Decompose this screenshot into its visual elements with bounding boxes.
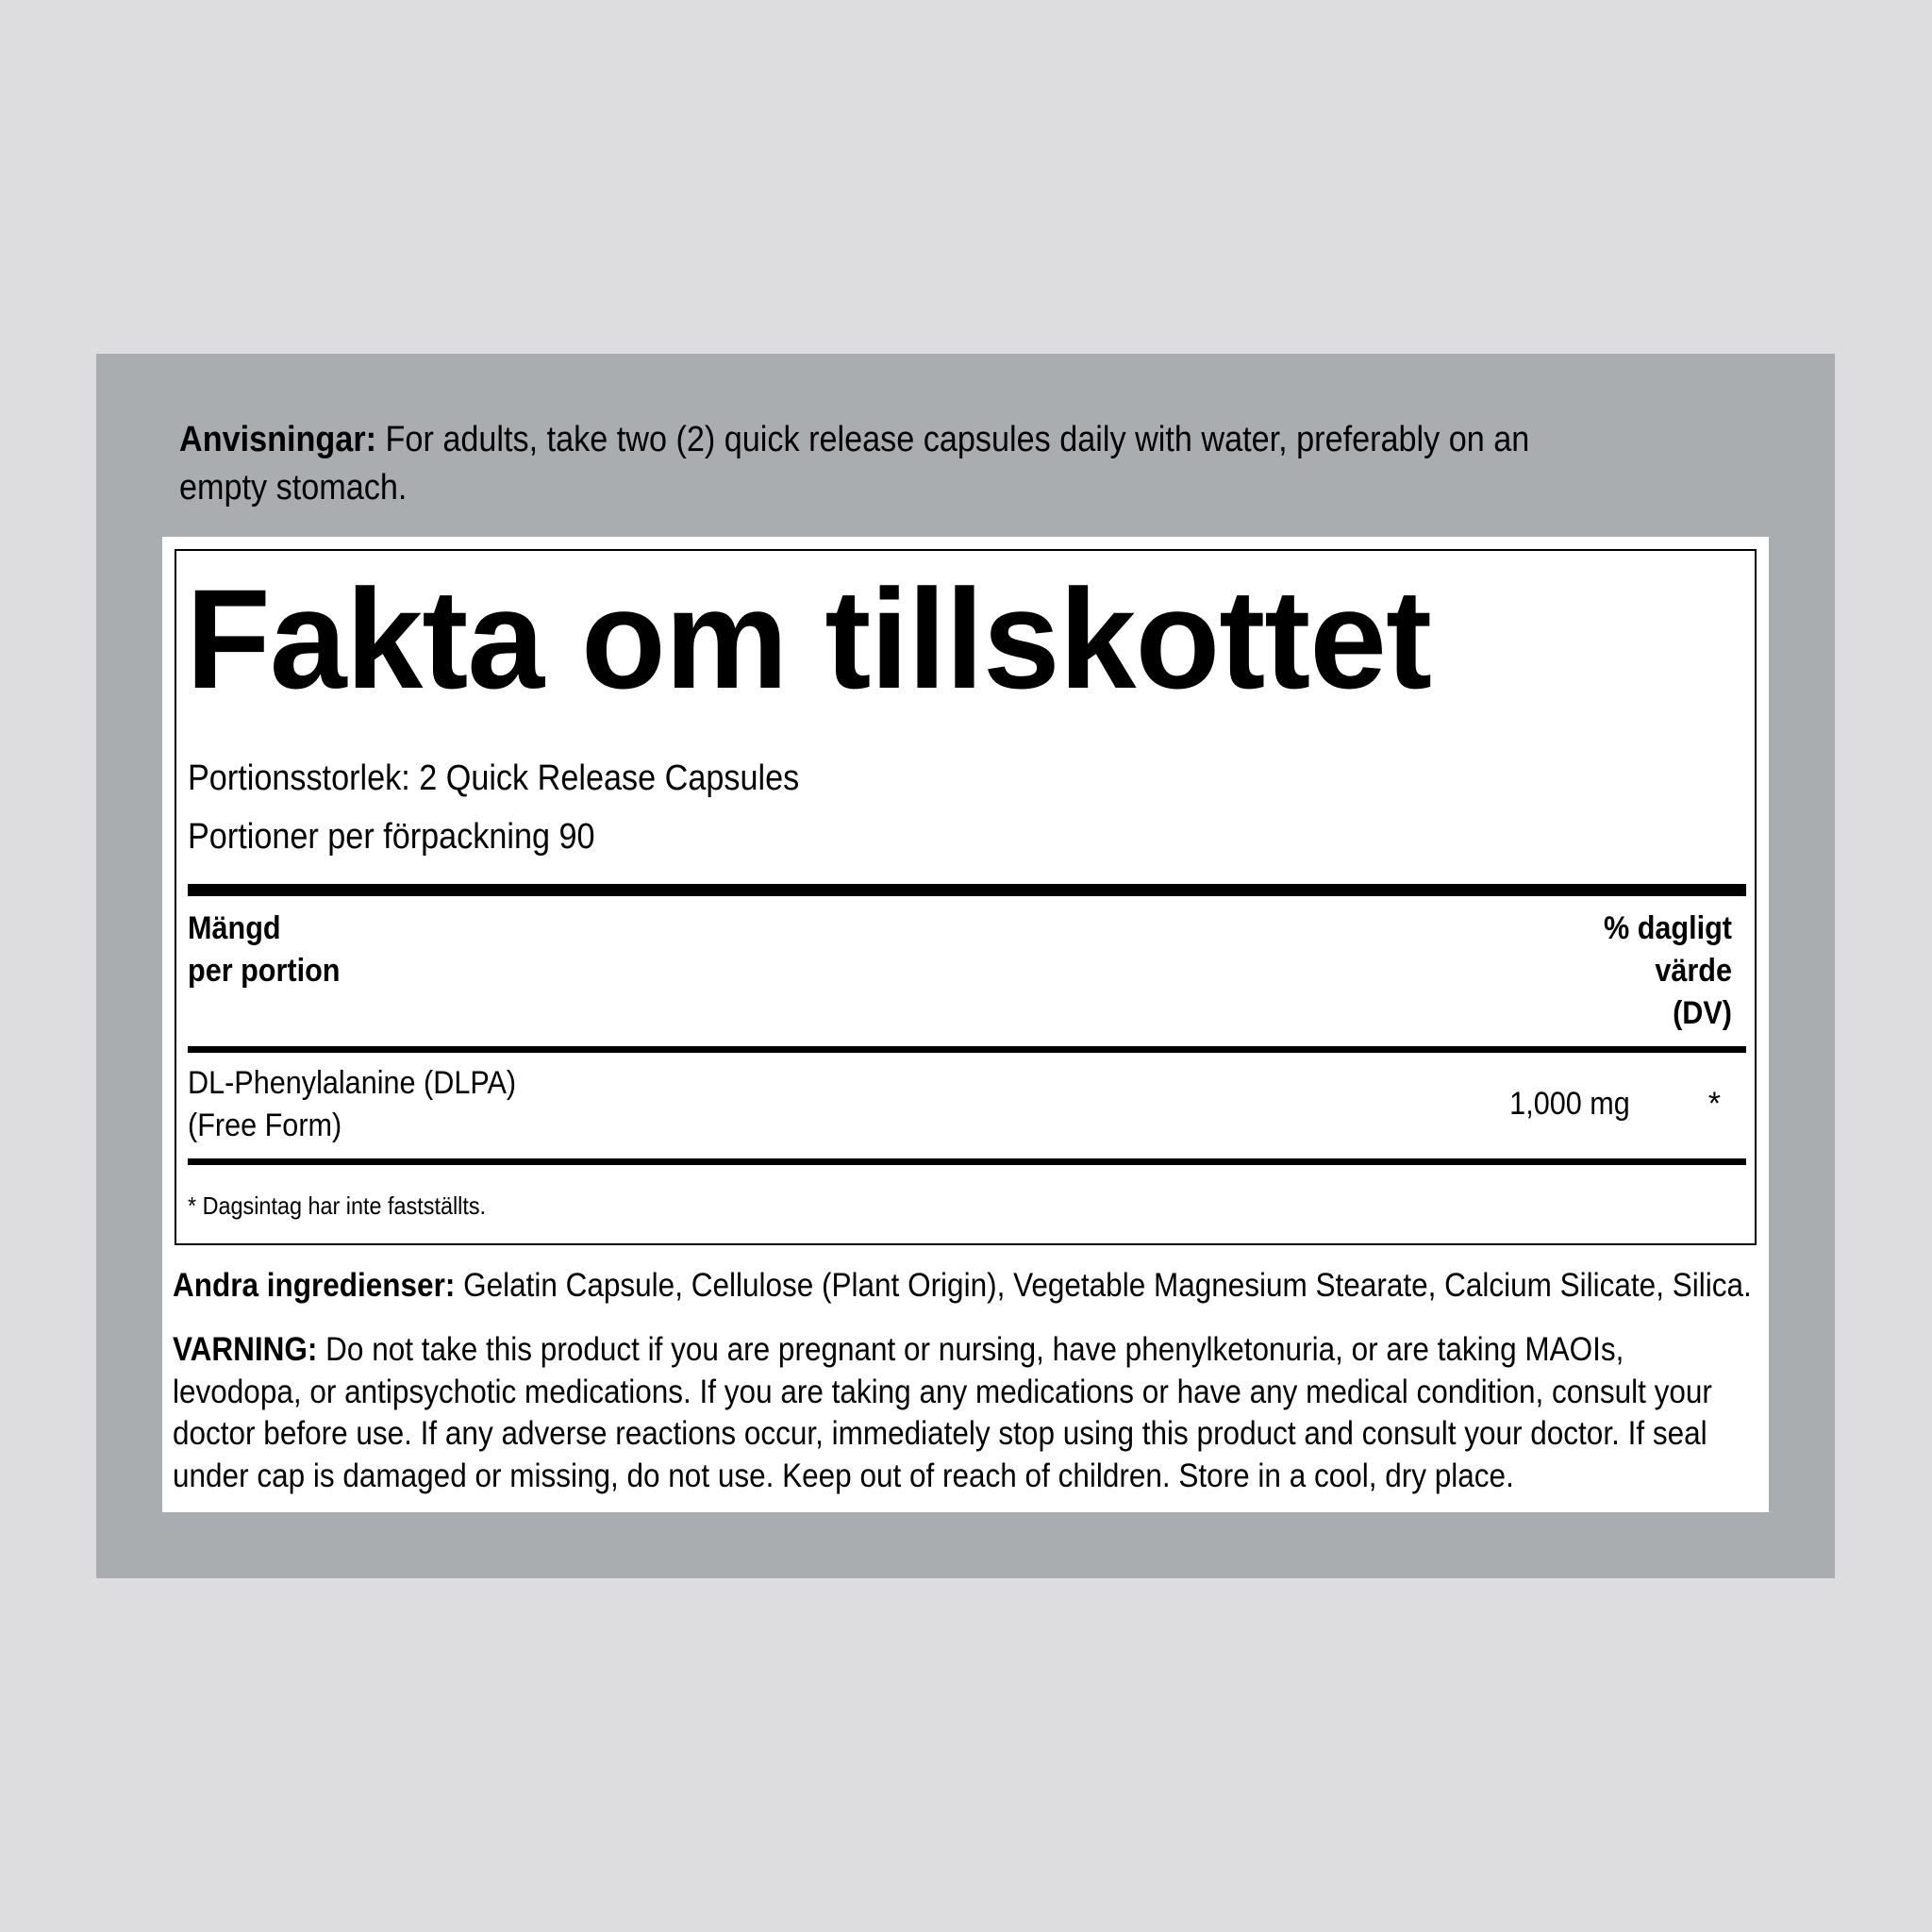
amount-header-line: per portion	[188, 953, 341, 989]
directions-body: For adults, take two (2) quick release capsules daily with water, preferably on an empty stomach.	[179, 420, 1530, 508]
warning-text	[173, 1329, 1760, 1497]
thick-divider	[188, 884, 1746, 896]
amount-header-line: Mängd	[188, 910, 281, 946]
nutrient-daily-value: *	[1707, 1086, 1721, 1122]
nutrient-name-line: DL-Phenylalanine (DLPA)	[188, 1065, 517, 1101]
supplement-facts-box	[175, 549, 1757, 1245]
dv-header-line: % dagligt	[1604, 910, 1732, 946]
amount-per-serving-header	[188, 908, 340, 992]
daily-value-header	[1511, 908, 1732, 1035]
directions-text	[179, 416, 1623, 512]
supplement-facts-title: Fakta om tillskottet	[186, 559, 1431, 718]
serving-size: Portionsstorlek: 2 Quick Release Capsules	[188, 758, 800, 798]
warning-label: VARNING:	[173, 1331, 318, 1368]
nutrient-name-line: (Free Form)	[188, 1108, 342, 1143]
label-panel	[96, 354, 1835, 1578]
other-ingredients-body: Gelatin Capsule, Cellulose (Plant Origin), Vegetable Magnesium Stearate, Calcium Silicate, Silica.	[455, 1267, 1752, 1304]
directions-label: Anvisningar:	[179, 420, 377, 459]
nutrient-name	[188, 1062, 612, 1147]
other-ingredients-label: Andra ingredienser:	[173, 1267, 456, 1304]
nutrient-amount: 1,000 mg	[1509, 1086, 1630, 1122]
medium-divider	[188, 1158, 1746, 1165]
servings-per-container: Portioner per förpackning 90	[188, 817, 595, 857]
other-ingredients	[173, 1265, 1752, 1307]
warning-body: Do not take this product if you are pregnant or nursing, have phenylketonuria, or are taking MAOIs, levodopa, or antipsychotic medications. If you are taking any medications or have any medical condition, consult your doctor before use. If any adverse reactions occur, immediately stop using this product and consult your doctor. If seal under cap is damaged or missing, do not use. Keep out of reach of children. Store in a cool, dry place.	[173, 1331, 1712, 1494]
medium-divider	[188, 1046, 1746, 1053]
dv-header-line: värde	[1655, 953, 1732, 989]
dv-header-line: (DV)	[1673, 995, 1732, 1031]
label-white-area	[162, 537, 1769, 1512]
daily-value-footnote: * Dagsintag har inte fastställts.	[188, 1191, 487, 1220]
